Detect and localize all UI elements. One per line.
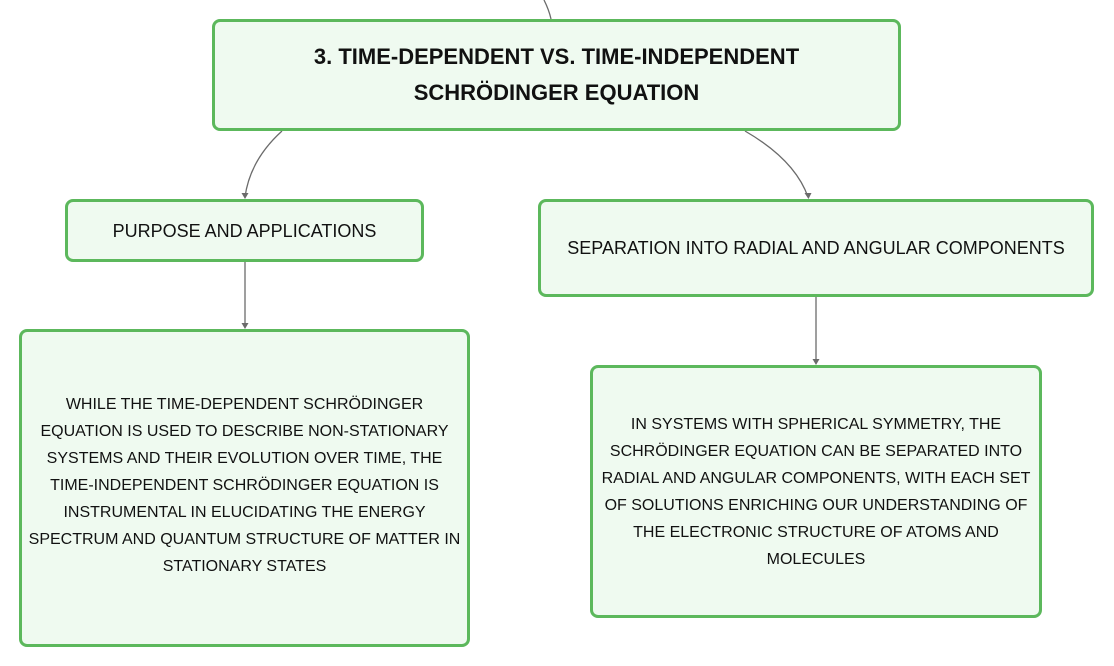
separation-node[interactable]: [538, 199, 1094, 297]
separation-text-node[interactable]: [590, 365, 1042, 618]
separation-text-node-label: IN SYSTEMS WITH SPHERICAL SYMMETRY, THE SCHRÖDINGER EQUATION CAN BE SEPARATED INTO RADIAL AND ANGULAR COMPONENTS, WITH EACH SET OF SOLUTIONS ENRICHING OUR UNDERSTANDING OF THE ELECTRONIC STRUCTURE OF ATOMS AND MOLECULES: [601, 415, 1031, 568]
purpose-text-node-label: WHILE THE TIME-DEPENDENT SCHRÖDINGER EQUATION IS USED TO DESCRIBE NON-STATIONARY SYSTEMS AND THEIR EVOLUTION OVER TIME, THE TIME-INDEPENDENT SCHRÖDINGER EQUATION IS INSTRUMENTAL IN ELUCIDATING THE ENERGY SPECTRUM AND QUANTUM STRUCTURE OF MATTER IN STATIONARY STATES: [28, 395, 461, 575]
purpose-node-label: PURPOSE AND APPLICATIONS: [112, 220, 377, 241]
purpose-text-node[interactable]: [19, 329, 470, 647]
title-node-label: 3. TIME-DEPENDENT VS. TIME-INDEPENDENT SCHRÖDINGER EQUATION: [313, 44, 800, 105]
connector-parent-to-title: [544, 0, 551, 19]
separation-node-label: SEPARATION INTO RADIAL AND ANGULAR COMPONENTS: [567, 238, 1065, 258]
connector-title-to-purpose: [245, 131, 282, 197]
purpose-node[interactable]: [65, 199, 424, 262]
title-node[interactable]: [212, 19, 901, 131]
connector-title-to-separation: [745, 131, 808, 197]
